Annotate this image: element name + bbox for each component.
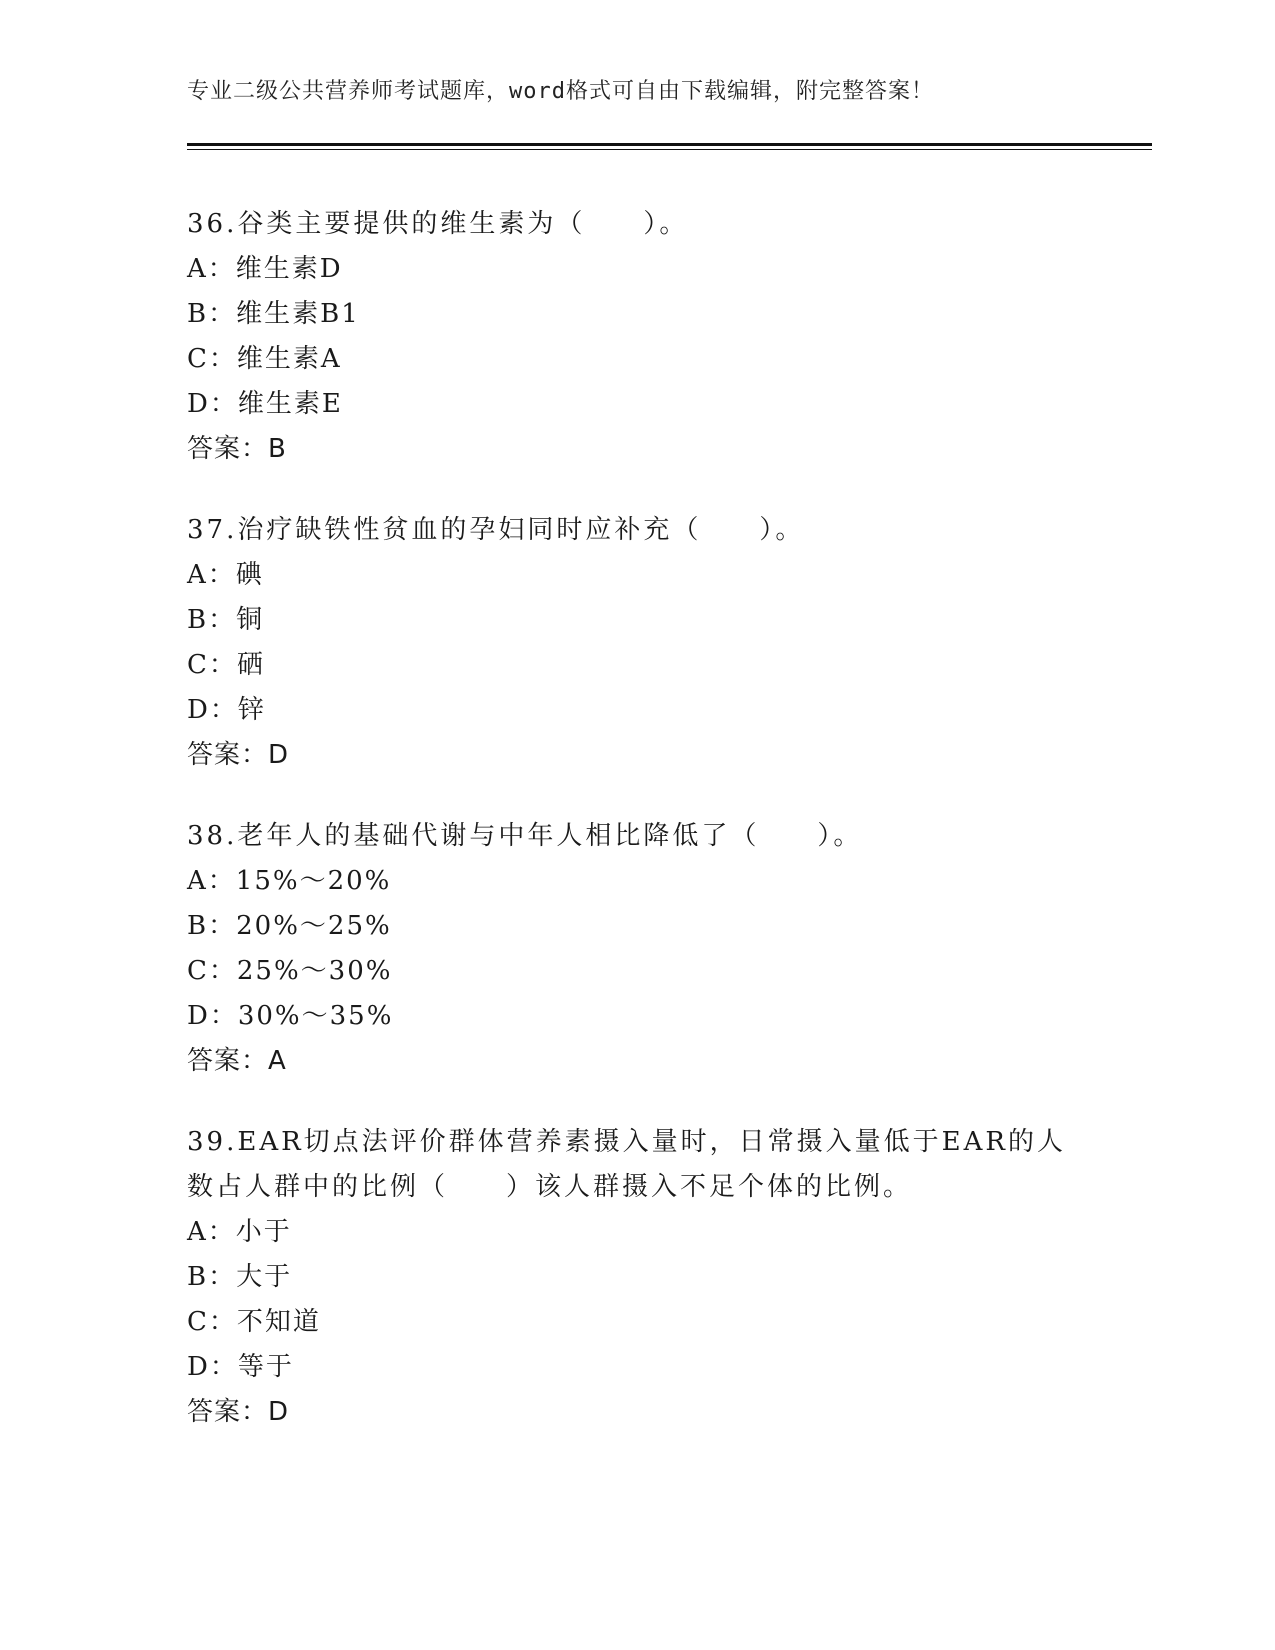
question-stem: 37.治疗缺铁性贫血的孕妇同时应补充（ ）。 — [187, 515, 805, 545]
question-list — [187, 202, 1087, 1471]
option-a: A：小于 — [187, 1217, 292, 1247]
option-d: D：维生素E — [187, 389, 343, 419]
page-header: 专业二级公共营养师考试题库，word格式可自由下载编辑，附完整答案！ — [187, 79, 934, 104]
option-d: D：30%～35% — [187, 1001, 394, 1031]
question-37 — [187, 508, 1087, 778]
answer: 答案：B — [187, 434, 287, 464]
answer: 答案：D — [187, 1397, 290, 1427]
question-39 — [187, 1120, 1087, 1435]
option-b: B：20%～25% — [187, 911, 392, 941]
option-a: A：碘 — [187, 560, 264, 590]
option-b: B：维生素B1 — [187, 299, 360, 329]
option-d: D：锌 — [187, 695, 266, 725]
option-a: A：维生素D — [187, 254, 343, 284]
option-b: B：铜 — [187, 605, 265, 635]
question-stem: 38.老年人的基础代谢与中年人相比降低了（ ）。 — [187, 821, 863, 851]
header-divider — [187, 143, 1152, 146]
question-stem: 39.EAR切点法评价群体营养素摄入量时，日常摄入量低于EAR的人数占人群中的比例（ ）该人群摄入不足个体的比例。 — [187, 1127, 1067, 1202]
option-c: C：不知道 — [187, 1307, 321, 1337]
option-c: C：维生素A — [187, 344, 342, 374]
option-b: B：大于 — [187, 1262, 293, 1292]
answer: 答案：A — [187, 1046, 287, 1076]
header-divider-thin — [187, 149, 1152, 150]
option-c: C：硒 — [187, 650, 265, 680]
question-38 — [187, 814, 1087, 1084]
option-c: C：25%～30% — [187, 956, 393, 986]
answer: 答案：D — [187, 740, 290, 770]
question-stem: 36.谷类主要提供的维生素为（ ）。 — [187, 209, 689, 239]
question-36 — [187, 202, 1087, 472]
option-d: D：等于 — [187, 1352, 294, 1382]
option-a: A：15%～20% — [187, 866, 392, 896]
